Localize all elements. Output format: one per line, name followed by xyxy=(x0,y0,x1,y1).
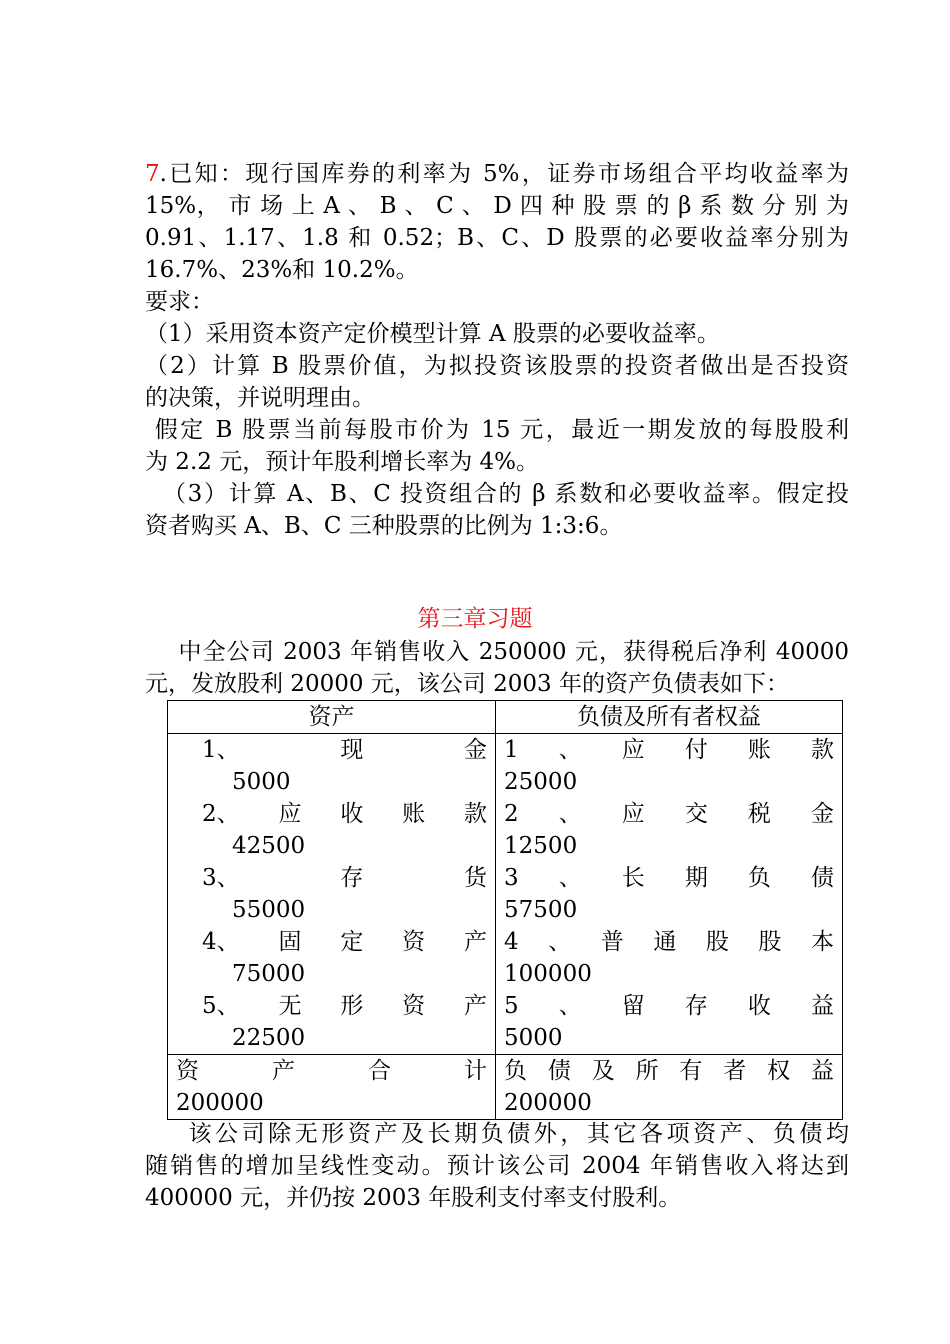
asset-label-char: 资 xyxy=(402,993,426,1019)
assumption-line-2: 为 2.2 元，预计年股利增长率为 4%。 xyxy=(145,449,539,475)
liab-total-char: 者 xyxy=(723,1058,747,1084)
liability-label-char: 付 xyxy=(684,737,708,763)
asset-label-char: 货 xyxy=(464,865,488,891)
liability-item-amount: 5000 xyxy=(504,1025,563,1051)
requirement-2-line-2: 的决策，并说明理由。 xyxy=(145,385,375,411)
liability-item xyxy=(504,734,834,798)
liability-item xyxy=(504,990,834,1054)
header-assets: 资产 xyxy=(168,701,496,734)
assets-cell xyxy=(168,734,496,1055)
followup-line-2: 随销售的增加呈线性变动。预计该公司 2004 年销售收入将达到 xyxy=(145,1153,849,1179)
asset-label-char: 固 xyxy=(278,929,302,955)
chapter-3-intro xyxy=(145,636,849,700)
asset-item-label xyxy=(202,798,487,830)
asset-item xyxy=(202,926,487,990)
liability-label-char: 债 xyxy=(810,865,834,891)
table-total-row xyxy=(168,1055,843,1120)
asset-label-char: 账 xyxy=(402,801,426,827)
liability-label-char: 本 xyxy=(810,929,834,955)
assets-total-char: 合 xyxy=(368,1058,391,1084)
liability-item-label xyxy=(504,926,834,958)
liability-label-char: 账 xyxy=(747,737,771,763)
liability-item xyxy=(504,798,834,862)
liability-item-amount: 57500 xyxy=(504,897,578,923)
assets-total-char: 计 xyxy=(464,1058,487,1084)
liability-label-char: 3 xyxy=(504,865,519,891)
liab-total-char: 权 xyxy=(767,1058,791,1084)
liab-total-char: 有 xyxy=(679,1058,703,1084)
problem-7-line-3: 0.91、1.17、1.8 和 0.52；B、C、D 股票的必要收益率分别为 xyxy=(145,225,849,251)
liability-label-char: 留 xyxy=(621,993,645,1019)
liability-item-amount: 12500 xyxy=(504,833,578,859)
asset-label-char: 产 xyxy=(464,993,488,1019)
assets-total-amount: 200000 xyxy=(176,1090,264,1116)
asset-item-label xyxy=(202,734,487,766)
asset-item-label xyxy=(202,862,487,894)
assets-total-cell xyxy=(168,1055,496,1120)
liability-label-char: 、 xyxy=(548,929,572,955)
asset-label-char: 款 xyxy=(464,801,488,827)
liability-item-label xyxy=(504,798,834,830)
asset-label-char: 形 xyxy=(340,993,364,1019)
liability-label-char: 益 xyxy=(810,993,834,1019)
liability-label-char: 通 xyxy=(653,929,677,955)
asset-item xyxy=(202,862,487,926)
liability-label-char: 、 xyxy=(558,737,582,763)
asset-label-char: 现 xyxy=(340,737,364,763)
assets-total-char: 资 xyxy=(176,1058,199,1084)
liab-total-char: 负 xyxy=(504,1058,528,1084)
header-liabilities: 负债及所有者权益 xyxy=(496,701,843,734)
liab-total-label xyxy=(504,1055,834,1087)
asset-label-char: 5、 xyxy=(202,993,240,1019)
problem-7-statement xyxy=(145,158,849,542)
asset-item-amount: 5000 xyxy=(232,769,291,795)
requirement-3-line-2: 资者购买 A、B、C 三种股票的比例为 1:3:6。 xyxy=(145,513,623,539)
liability-label-char: 应 xyxy=(621,801,645,827)
asset-label-char: 3、 xyxy=(202,865,240,891)
table-body-row xyxy=(168,734,843,1055)
asset-item-amount: 55000 xyxy=(232,897,306,923)
liability-item-amount: 25000 xyxy=(504,769,578,795)
liability-item-label xyxy=(504,990,834,1022)
chapter-3-followup xyxy=(145,1118,849,1214)
liability-label-char: 收 xyxy=(747,993,771,1019)
liability-label-char: 4 xyxy=(504,929,519,955)
table-header-row xyxy=(168,701,843,734)
assets-total-char: 产 xyxy=(272,1058,295,1084)
asset-label-char: 2、 xyxy=(202,801,240,827)
assumption-line-1: 假定 B 股票当前每股市价为 15 元，最近一期发放的每股股利 xyxy=(145,417,849,443)
asset-item xyxy=(202,798,487,862)
liab-total-cell xyxy=(496,1055,843,1120)
requirement-1: （1）采用资本资产定价模型计算 A 股票的必要收益率。 xyxy=(145,321,720,347)
asset-item-amount: 75000 xyxy=(232,961,306,987)
liability-item xyxy=(504,926,834,990)
problem-7-line-2: 15%， 市 场 上 A 、 B 、 C 、 D 四 种 股 票 的 β 系 数 分 别 为 xyxy=(145,193,849,219)
requirement-label: 要求： xyxy=(145,289,214,315)
liab-total-char: 所 xyxy=(635,1058,659,1084)
asset-item xyxy=(202,990,487,1054)
liability-item-amount: 100000 xyxy=(504,961,592,987)
liab-total-char: 债 xyxy=(547,1058,571,1084)
balance-sheet-table xyxy=(167,700,843,1120)
asset-label-char: 产 xyxy=(464,929,488,955)
asset-label-char: 4、 xyxy=(202,929,240,955)
asset-item-amount: 42500 xyxy=(232,833,306,859)
liability-label-char: 交 xyxy=(684,801,708,827)
liability-label-char: 期 xyxy=(684,865,708,891)
liab-total-amount: 200000 xyxy=(504,1090,592,1116)
liability-item-label xyxy=(504,862,834,894)
liability-label-char: 、 xyxy=(558,801,582,827)
liability-label-char: 股 xyxy=(705,929,729,955)
liability-label-char: 应 xyxy=(621,737,645,763)
liability-label-char: 存 xyxy=(684,993,708,1019)
assets-total-label xyxy=(176,1055,487,1087)
intro-line-1: 中全公司 2003 年销售收入 250000 元，获得税后净利 40000 xyxy=(145,639,849,665)
problem-number: 7 xyxy=(145,161,160,187)
asset-item-amount: 22500 xyxy=(232,1025,306,1051)
intro-line-2: 元，发放股利 20000 元，该公司 2003 年的资产负债表如下： xyxy=(145,671,789,697)
asset-label-char: 收 xyxy=(340,801,364,827)
liability-label-char: 股 xyxy=(758,929,782,955)
liability-label-char: 普 xyxy=(600,929,624,955)
requirement-3-line-1: （3）计算 A、B、C 投资组合的 β 系数和必要收益率。假定投 xyxy=(145,481,849,507)
requirement-2-line-1: （2）计算 B 股票价值，为拟投资该股票的投资者做出是否投资 xyxy=(145,353,849,379)
liab-total-char: 益 xyxy=(810,1058,834,1084)
liability-label-char: 1 xyxy=(504,737,519,763)
asset-label-char: 金 xyxy=(464,737,488,763)
liability-label-char: 2 xyxy=(504,801,519,827)
asset-label-char: 无 xyxy=(278,993,302,1019)
asset-label-char: 存 xyxy=(340,865,364,891)
liability-label-char: 税 xyxy=(747,801,771,827)
liab-total-char: 及 xyxy=(591,1058,615,1084)
asset-item-label xyxy=(202,926,487,958)
problem-7-line-1: 7.已知：现行国库券的利率为 5%，证券市场组合平均收益率为 xyxy=(145,161,849,187)
liability-item xyxy=(504,862,834,926)
liability-label-char: 、 xyxy=(558,865,582,891)
asset-label-char: 定 xyxy=(340,929,364,955)
followup-line-3: 400000 元，并仍按 2003 年股利支付率支付股利。 xyxy=(145,1185,682,1211)
asset-label-char: 资 xyxy=(402,929,426,955)
liability-label-char: 款 xyxy=(810,737,834,763)
liabilities-cell xyxy=(496,734,843,1055)
liability-item-label xyxy=(504,734,834,766)
chapter-3-heading: 第三章习题 xyxy=(417,606,533,632)
liability-label-char: 长 xyxy=(621,865,645,891)
asset-label-char: 1、 xyxy=(202,737,240,763)
problem-7-line-4: 16.7%、23%和 10.2%。 xyxy=(145,257,419,283)
liability-label-char: 金 xyxy=(810,801,834,827)
asset-item xyxy=(202,734,487,798)
liability-label-char: 5 xyxy=(504,993,519,1019)
liability-label-char: 负 xyxy=(747,865,771,891)
liability-label-char: 、 xyxy=(558,993,582,1019)
asset-item-label xyxy=(202,990,487,1022)
asset-label-char: 应 xyxy=(278,801,302,827)
followup-line-1: 该公司除无形资产及长期负债外，其它各项资产、负债均 xyxy=(145,1121,849,1147)
